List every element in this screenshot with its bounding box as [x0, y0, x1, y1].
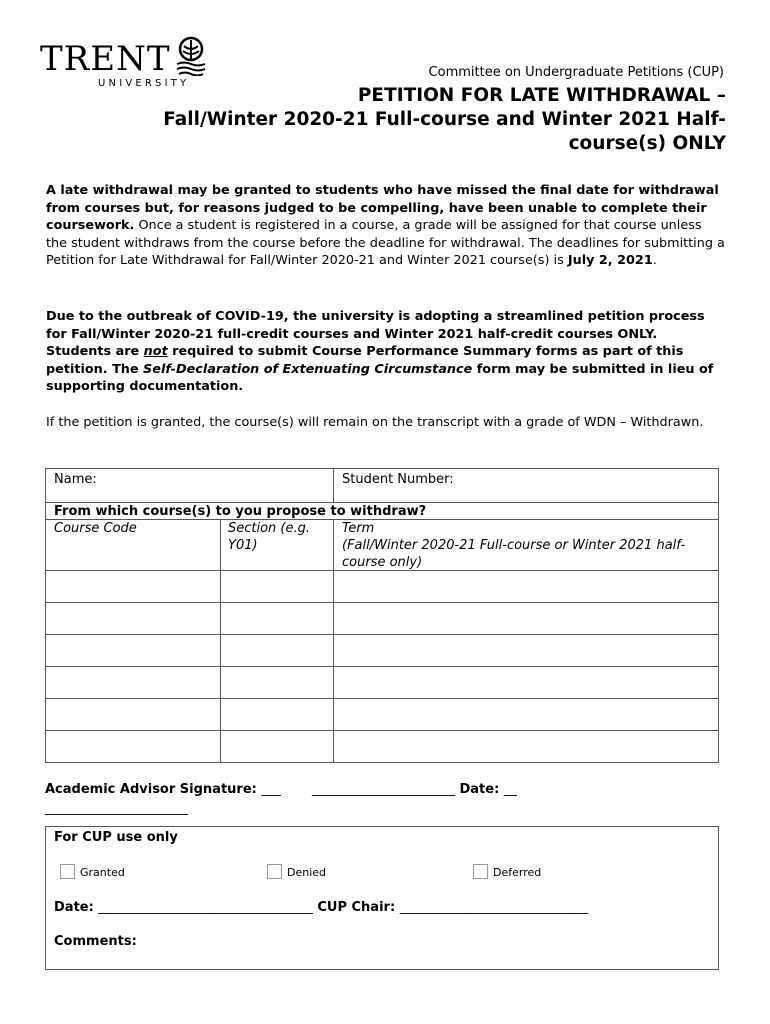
signature-blank: ___ [261, 782, 281, 797]
cup-date-blank: _________________________________ [98, 900, 313, 915]
self-declaration-form-name: Self-Declaration of Extenuating Circumstance [143, 361, 473, 377]
course-question: From which course(s) to you propose to withdraw? [54, 504, 427, 519]
comments-label: Comments: [54, 934, 137, 949]
crest-icon [171, 36, 211, 76]
denied-label: Denied [287, 866, 327, 879]
covid-paragraph [46, 308, 726, 396]
intro-end: . [652, 253, 657, 269]
course-code-column[interactable] [46, 571, 220, 763]
advisor-signature-line[interactable] [45, 781, 517, 799]
student-number-field[interactable] [342, 471, 702, 501]
title-line-1: PETITION FOR LATE WITHDRAWAL – [357, 85, 726, 106]
petition-form-table [45, 468, 719, 763]
granted-label: Granted [80, 866, 125, 879]
term-header [342, 520, 714, 571]
cup-heading: For CUP use only [54, 830, 178, 845]
granted-checkbox[interactable] [60, 864, 75, 879]
section-column[interactable] [221, 571, 333, 763]
advisor-signature-label: Academic Advisor Signature: [45, 782, 257, 797]
cup-chair-blank: _____________________________ [399, 900, 589, 915]
date-blank-continued: ______________________ [45, 801, 188, 816]
cup-use-box [45, 826, 719, 970]
student-number-label: Student Number: [342, 472, 454, 487]
name-field[interactable] [46, 469, 333, 502]
divider [333, 469, 334, 502]
comments-field[interactable] [136, 931, 706, 965]
advisor-date-label: Date: [459, 782, 500, 797]
covid-text-2: required to submit Course Performance Summary forms as part of this petition. The [46, 344, 684, 377]
page-title [100, 84, 726, 156]
title-line-3: course(s) ONLY [568, 133, 726, 154]
term-column[interactable] [334, 571, 718, 763]
covid-text-3: form may be submitted in lieu of supporting documentation. [46, 361, 714, 395]
cup-chair-label: CUP Chair: [317, 900, 396, 915]
granted-note: If the petition is granted, the course(s) will remain on the transcript with a grade of WDN – Withdrawn. [46, 415, 704, 430]
intro-bold-text: A late withdrawal may be granted to students who have missed the final date for withdrawal from courses but, for reasons judged to be compelling, have been unable to complete their coursework. [46, 183, 719, 234]
intro-paragraph [46, 182, 726, 270]
intro-text: Once a student is registered in a course, a grade will be assigned for that course unless the student withdraws from the course before the deadline for withdrawal. The deadlines for submitting a Petition for Late Withdrawal for Fall/Winter 2020-21 and Winter 2021 course(s) is [46, 218, 725, 269]
committee-name: Committee on Undergraduate Petitions (CUP) [428, 65, 724, 80]
deadline-date: July 2, 2021 [567, 253, 653, 269]
name-label: Name: [54, 472, 97, 487]
date-blank: __ [503, 782, 517, 797]
section-header: Section (e.g. Y01) [228, 521, 311, 553]
term-header-subtitle: (Fall/Winter 2020-21 Full-course or Winter 2021 half-course only) [342, 538, 686, 570]
denied-checkbox[interactable] [267, 864, 282, 879]
cup-date-label: Date: [54, 900, 94, 915]
course-code-header: Course Code [54, 521, 137, 536]
covid-text-1: Due to the outbreak of COVID-19, the university is adopting a streamlined petition process for Fall/Winter 2020-21 full-credit courses and Winter 2021 half-credit courses ONLY. Students are [46, 309, 705, 360]
signature-blank: ______________________ [311, 782, 455, 797]
covid-not-emphasis: not [143, 344, 168, 360]
deferred-label: Deferred [493, 866, 542, 879]
deferred-checkbox[interactable] [473, 864, 488, 879]
logo-subtitle: UNIVERSITY [98, 78, 190, 89]
title-line-2: Fall/Winter 2020-21 Full-course and Winter 2021 Half- [163, 109, 726, 130]
term-header-title: Term [342, 521, 375, 536]
cup-date-chair-line[interactable] [54, 899, 588, 916]
logo-wordmark: TRENT [40, 39, 171, 79]
